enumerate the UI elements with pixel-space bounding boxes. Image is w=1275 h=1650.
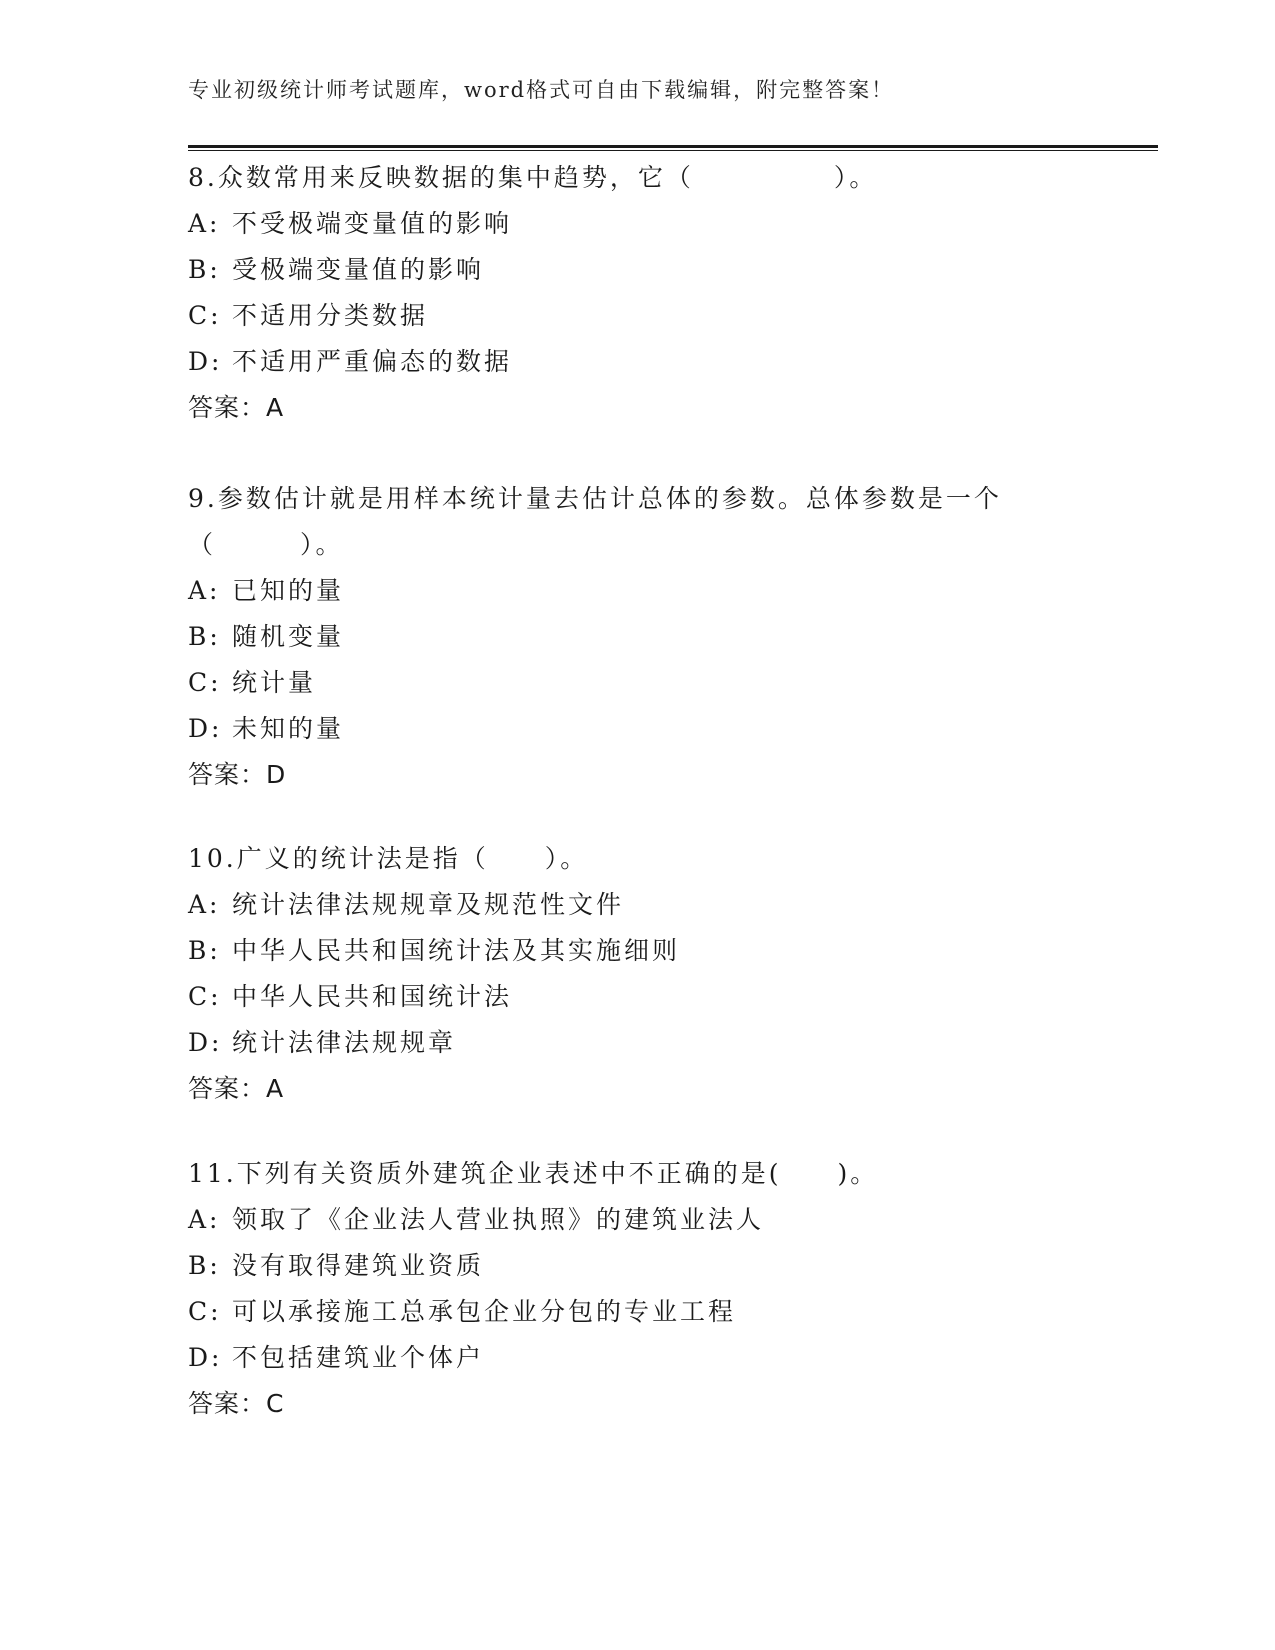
option-label: B: (188, 1251, 221, 1280)
answer: 答案：A (188, 393, 285, 422)
answer: 答案：D (188, 760, 287, 789)
question-stem: 8.众数常用来反映数据的集中趋势，它（ ）。 (188, 163, 878, 192)
option-text: 没有取得建筑业资质 (232, 1251, 485, 1280)
option-label: B: (188, 622, 221, 651)
header-rule-thick (188, 145, 1158, 148)
option-label: C: (188, 1297, 222, 1326)
option-text: 领取了《企业法人营业执照》的建筑业法人 (232, 1205, 765, 1234)
option-text: 不适用严重偏态的数据 (232, 347, 513, 376)
question-stem: 10.广义的统计法是指（ ）。 (188, 844, 589, 873)
option-label: B: (188, 255, 221, 284)
option-d (188, 1335, 1068, 1381)
option-label: B: (188, 936, 221, 965)
option-d (188, 1020, 1068, 1066)
option-label: A: (188, 890, 221, 919)
question-8 (188, 155, 1068, 431)
answer: 答案：A (188, 1074, 285, 1103)
option-text: 不包括建筑业个体户 (232, 1343, 485, 1372)
answer: 答案：C (188, 1389, 285, 1418)
option-text: 统计法律法规规章 (232, 1028, 457, 1057)
header-rule-thin (188, 150, 1158, 151)
option-label: A: (188, 1205, 221, 1234)
option-b (188, 928, 1068, 974)
option-label: A: (188, 209, 221, 238)
option-b (188, 614, 1048, 660)
option-c (188, 660, 1048, 706)
option-a (188, 568, 1048, 614)
option-label: C: (188, 982, 222, 1011)
option-label: A: (188, 576, 221, 605)
option-text: 受极端变量值的影响 (232, 255, 485, 284)
option-text: 不适用分类数据 (232, 301, 429, 330)
option-label: D: (188, 347, 223, 376)
option-text: 不受极端变量值的影响 (232, 209, 513, 238)
option-a (188, 1197, 1068, 1243)
question-11 (188, 1151, 1068, 1427)
option-label: D: (188, 1343, 223, 1372)
option-label: C: (188, 301, 222, 330)
page-header: 专业初级统计师考试题库，word格式可自由下载编辑，附完整答案！ (188, 78, 895, 102)
option-text: 随机变量 (232, 622, 345, 651)
option-text: 统计法律法规规章及规范性文件 (232, 890, 625, 919)
option-a (188, 882, 1068, 928)
option-c (188, 974, 1068, 1020)
option-a (188, 201, 1068, 247)
option-d (188, 339, 1068, 385)
option-c (188, 1289, 1068, 1335)
option-text: 中华人民共和国统计法 (232, 982, 513, 1011)
question-stem: 9.参数估计就是用样本统计量去估计总体的参数。总体参数是一个（ ）。 (188, 484, 1002, 559)
question-10 (188, 836, 1068, 1112)
option-text: 中华人民共和国统计法及其实施细则 (232, 936, 681, 965)
option-b (188, 247, 1068, 293)
option-text: 未知的量 (232, 714, 345, 743)
option-text: 可以承接施工总承包企业分包的专业工程 (232, 1297, 737, 1326)
option-text: 统计量 (232, 668, 317, 697)
question-stem: 11.下列有关资质外建筑企业表述中不正确的是( )。 (188, 1159, 879, 1188)
option-label: D: (188, 1028, 223, 1057)
question-9 (188, 476, 1048, 798)
option-d (188, 706, 1048, 752)
option-label: C: (188, 668, 222, 697)
option-c (188, 293, 1068, 339)
option-label: D: (188, 714, 223, 743)
option-text: 已知的量 (232, 576, 345, 605)
option-b (188, 1243, 1068, 1289)
